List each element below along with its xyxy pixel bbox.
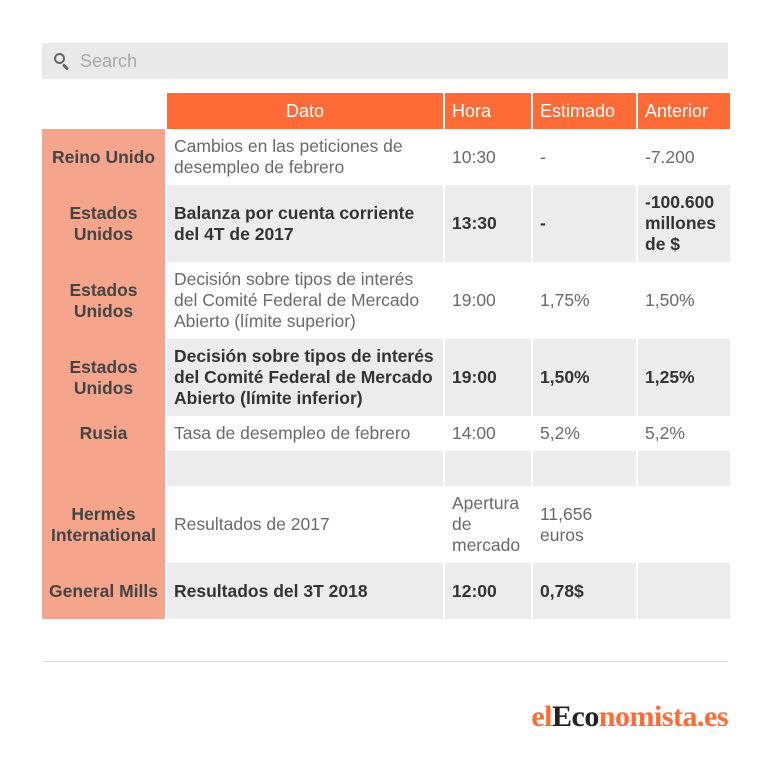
estimado-cell: -	[533, 129, 636, 185]
table-row-empty	[42, 451, 730, 486]
hora-cell: Apertura de mercado	[445, 486, 531, 563]
country-cell: General Mills	[42, 563, 165, 619]
estimado-cell: 0,78$	[533, 563, 636, 619]
dato-cell: Decisión sobre tipos de interés del Comité Federal de Mercado Abierto (límite superior)	[167, 262, 443, 339]
country-cell: Rusia	[42, 416, 165, 451]
dato-cell: Resultados del 3T 2018	[167, 563, 443, 619]
logo-part-rest: nomista.es	[598, 700, 728, 733]
eleconomista-logo[interactable]	[531, 700, 728, 734]
header-dato: Dato	[167, 93, 443, 129]
search-bar[interactable]	[42, 43, 728, 79]
dato-cell: Resultados de 2017	[167, 486, 443, 563]
country-cell: Estados Unidos	[42, 262, 165, 339]
dato-cell: Tasa de desempleo de febrero	[167, 416, 443, 451]
anterior-cell: 5,2%	[638, 416, 730, 451]
header-hora: Hora	[445, 93, 531, 129]
hora-cell: 10:30	[445, 129, 531, 185]
hora-cell: 14:00	[445, 416, 531, 451]
anterior-cell: -7.200	[638, 129, 730, 185]
anterior-cell: 1,25%	[638, 339, 730, 416]
estimado-cell: 1,50%	[533, 339, 636, 416]
anterior-cell	[638, 451, 730, 486]
header-corner	[42, 93, 165, 129]
estimado-cell: -	[533, 185, 636, 262]
hora-cell	[445, 451, 531, 486]
table-row	[42, 339, 730, 416]
estimado-cell: 1,75%	[533, 262, 636, 339]
anterior-cell	[638, 486, 730, 563]
dato-cell	[167, 451, 443, 486]
header-anterior: Anterior	[638, 93, 730, 129]
estimado-cell	[533, 451, 636, 486]
table-row	[42, 486, 730, 563]
dato-cell: Decisión sobre tipos de interés del Comité Federal de Mercado Abierto (límite inferior)	[167, 339, 443, 416]
anterior-cell: -100.600 millones de $	[638, 185, 730, 262]
country-cell: Estados Unidos	[42, 185, 165, 262]
table-row	[42, 416, 730, 451]
hora-cell: 19:00	[445, 339, 531, 416]
country-cell: Hermès International	[42, 486, 165, 563]
logo-part-el: el	[531, 700, 552, 733]
search-icon	[54, 53, 70, 69]
hora-cell: 13:30	[445, 185, 531, 262]
estimado-cell: 11,656 euros	[533, 486, 636, 563]
country-cell: Estados Unidos	[42, 339, 165, 416]
dato-cell: Cambios en las peticiones de desempleo de febrero	[167, 129, 443, 185]
table-header-row	[42, 93, 730, 129]
search-input[interactable]	[80, 51, 680, 72]
table-row	[42, 185, 730, 262]
table-row	[42, 563, 730, 619]
footer-divider	[42, 661, 728, 662]
table-row	[42, 262, 730, 339]
anterior-cell: 1,50%	[638, 262, 730, 339]
header-estimado: Estimado	[533, 93, 636, 129]
country-cell: Reino Unido	[42, 129, 165, 185]
estimado-cell: 5,2%	[533, 416, 636, 451]
economic-calendar-table	[40, 93, 732, 619]
hora-cell: 19:00	[445, 262, 531, 339]
dato-cell: Balanza por cuenta corriente del 4T de 2017	[167, 185, 443, 262]
anterior-cell	[638, 563, 730, 619]
hora-cell: 12:00	[445, 563, 531, 619]
country-cell	[42, 451, 165, 486]
logo-part-eco: Eco	[552, 700, 599, 733]
table-row	[42, 129, 730, 185]
